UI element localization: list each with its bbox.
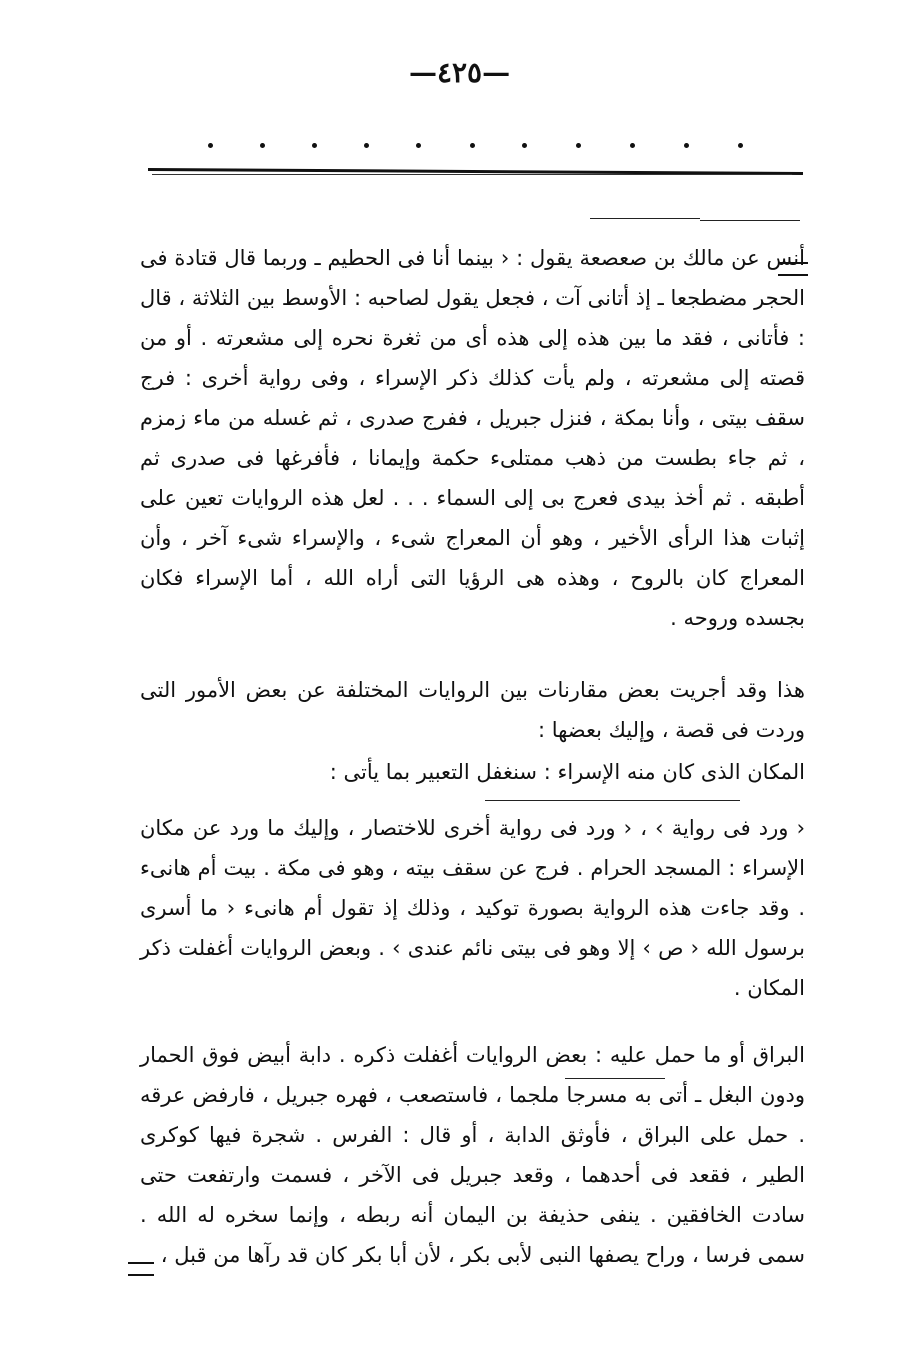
footnote-marker	[128, 1262, 154, 1276]
heading-rule	[485, 800, 740, 801]
paragraph-text: البراق أو ما حمل عليه : بعض الروايات أغفلت ذكره . دابة أبيض فوق الحمار ودون البغل ـ أتى به مسرجا ملجما ، فاستصعب ، فهره جبريل ، فارفض عرقه . حمل على البراق ، فأوثق الدابة ، أو قال : الفرس . شجرة فيها كوكرى الطير ، فقعد فى أحدهما ، وقعد جبريل فى الآخر ، فسمت وارتفعت حتى سادت الخافقين . ينفى حذيفة بن اليمان أنه ربطه ، وإنما سخره له الله . سمى فرسا ، وراح يصفها النبى لأبى بكر ، لأن أبا بكر كان قد رآها من قبل ،	[140, 1043, 805, 1267]
ellipsis-dots-row	[180, 135, 760, 155]
section-heading-place	[300, 752, 805, 792]
dot	[470, 143, 475, 148]
paragraph-text: أنس عن مالك بن صعصعة يقول : ‹ بينما أنا فى الحطيم ـ وربما قال قتادة فى الحجر مضطجعا ـ إذ أتانى آت ، فجعل يقول لصاحبه : الأوسط بين الثلاثة ، قال : فأتانى ، فقد ما بين هذه إلى هذه أى من ثغرة نحره إلى مشعرته . أو من قصته إلى مشعرته ، ولم يأت كذلك ذكر الإسراء ، وفى رواية أخرى : فرج سقف بيتى ، وأنا بمكة ، فنزل جبريل ، ففرج صدرى ، ثم غسله من ماء زمزم ، ثم جاء بطست من ذهب ممتلىء حكمة وإيمانا ، فأفرغها فى صدرى ثم أطبقه . ثم أخذ بيدى فعرج بى إلى السماء . . . لعل هذه الروايات تعين على إثبات هذا الرأى الأخير ، وهو أن المعراج شىء ، والإسراء شىء آخر ، وأن المعراج كان بالروح ، وهذه هى الرؤيا التى أراه الله ، أما الإسراء فكان بجسده وروحه .	[140, 246, 805, 630]
dot	[522, 143, 527, 148]
dot	[260, 143, 265, 148]
header-rule-thin	[152, 174, 792, 175]
paragraph-text: ‹ ورد فى رواية › ، ‹ ورد فى رواية أخرى للاختصار ، وإليك ما ورد عن مكان الإسراء : المسجد الحرام . فرج عن سقف بيته ، وهو فى مكة . بيت أم هانىء . وقد جاءت هذه الرواية بصورة توكيد ، وذلك إذ تقول أم هانىء ‹ ما أسرى برسول الله ‹ ص › إلا وهو فى بيتى نائم عندى › . وبعض الروايات أغفلت ذكر المكان .	[140, 816, 805, 1000]
dot	[312, 143, 317, 148]
paragraph-buraq	[140, 1035, 805, 1275]
paragraph-hadith	[140, 238, 805, 638]
section-rule-right	[700, 220, 800, 221]
paragraph-text: هذا وقد أجريت بعض مقارنات بين الروايات المختلفة عن بعض الأمور التى وردت فى قصة ، وإليك بعضها :	[140, 678, 805, 742]
dot	[416, 143, 421, 148]
dot	[364, 143, 369, 148]
heading-text: المكان الذى كان منه الإسراء : سنغفل التعبير بما يأتى :	[329, 760, 805, 784]
section-rule-left	[590, 218, 700, 219]
dot	[576, 143, 581, 148]
dot	[208, 143, 213, 148]
dot	[738, 143, 743, 148]
paragraph-comparisons-intro	[140, 670, 805, 750]
page-number: —٤٢٥—	[408, 56, 511, 89]
dot	[630, 143, 635, 148]
dot	[684, 143, 689, 148]
paragraph-place	[140, 808, 805, 1008]
